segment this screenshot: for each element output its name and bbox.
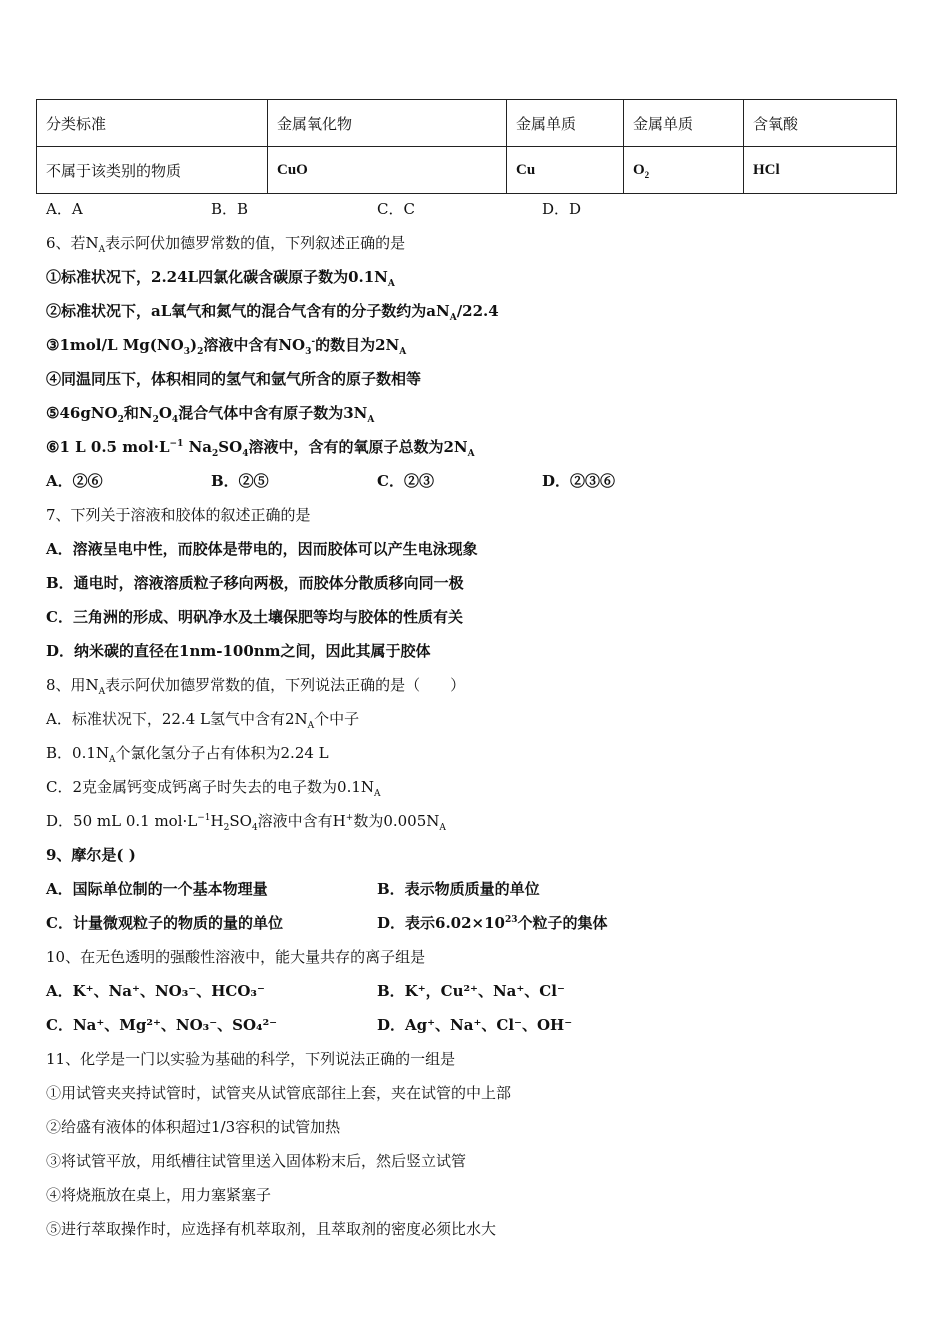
q10-option-d: D．Ag⁺、Na⁺、Cl⁻、OH⁻: [377, 1016, 573, 1034]
q11-statement-2: ②给盛有液体的体积超过1/3容积的试管加热: [46, 1118, 341, 1136]
q6-statement-4: ④同温同压下，体积相同的氢气和氩气所含的原子数相等: [46, 370, 422, 388]
table-cell: [624, 147, 744, 194]
text: 表示阿伏加德罗常数的值，下列说法正确的是（ ）: [105, 676, 466, 694]
text: 8、用N: [46, 676, 99, 694]
text: 和N: [123, 404, 153, 422]
q8-option-c: [46, 777, 381, 797]
text: ⑤46gNO: [46, 404, 118, 422]
q10-option-a: A．K⁺、Na⁺、NO₃⁻、HCO₃⁻: [46, 982, 265, 1000]
subscript: 2: [152, 415, 159, 425]
subscript: 3: [305, 347, 312, 357]
q7-option-c: C．三角洲的形成、明矾净水及土壤保肥等均与胶体的性质有关: [46, 608, 463, 626]
text: 个氯化氢分子占有体积为2.24 L: [115, 744, 329, 762]
text: 个中子: [314, 710, 360, 728]
text: 溶液中含有NO: [203, 336, 306, 354]
text: H: [210, 812, 224, 830]
text: ⑥1 L 0.5 mol·L: [46, 438, 170, 456]
text: ③1mol/L Mg(NO: [46, 336, 184, 354]
subscript: 2: [212, 449, 219, 459]
q11-stem: 11、化学是一门以实验为基础的科学，下列说法正确的一组是: [46, 1050, 456, 1068]
q5-option-a: A．A: [46, 200, 83, 218]
text: SO: [218, 438, 243, 456]
q8-option-d: [46, 811, 446, 831]
q11-statement-4: ④将烧瓶放在桌上，用力塞紧塞子: [46, 1186, 272, 1204]
text: D．50 mL 0.1 mol·L: [46, 812, 198, 830]
q9-option-b: B．表示物质质量的单位: [377, 880, 540, 898]
q6-stem: [46, 233, 405, 253]
q7-stem: 7、下列关于溶液和胶体的叙述正确的是: [46, 506, 311, 524]
subscript: 4: [242, 449, 249, 459]
subscript: 2: [644, 169, 650, 180]
subscript: 2: [223, 823, 230, 833]
text: O: [158, 404, 172, 422]
text: ②标准状况下，aL氧气和氮气的混合气含有的分子数约为aN: [46, 302, 450, 320]
q8-option-b: [46, 743, 329, 763]
q10-option-b: B．K⁺，Cu²⁺、Na⁺、Cl⁻: [377, 982, 565, 1000]
q11-statement-5: ⑤进行萃取操作时，应选择有机萃取剂，且萃取剂的密度必须比水大: [46, 1220, 497, 1238]
classification-table: [36, 99, 897, 194]
table-cell: 金属单质: [507, 100, 624, 147]
text: 溶液中含有H: [257, 812, 346, 830]
subscript: 4: [171, 415, 179, 425]
table-cell: 含氧酸: [744, 100, 897, 147]
table-cell: 分类标准: [37, 100, 268, 147]
superscript: 23: [504, 915, 518, 925]
text: 的数目为2N: [315, 336, 400, 354]
formula-o: O: [633, 161, 645, 178]
q11-statement-3: ③将试管平放，用纸槽往试管里送入固体粉末后，然后竖立试管: [46, 1152, 467, 1170]
table-cell: 金属单质: [624, 100, 744, 147]
q6-statement-3: [46, 335, 406, 355]
table-row: [37, 100, 897, 147]
table-cell: HCl: [744, 147, 897, 194]
text: B．0.1N: [46, 744, 110, 762]
q6-statement-5: [46, 403, 374, 423]
subscript: A: [109, 755, 116, 765]
superscript: +: [345, 813, 354, 823]
superscript: −1: [169, 439, 184, 449]
subscript: A: [387, 279, 395, 289]
q9-option-d: [377, 913, 608, 933]
subscript: A: [467, 449, 475, 459]
q6-statement-2: [46, 301, 499, 321]
subscript: A: [449, 313, 457, 323]
subscript: A: [367, 415, 375, 425]
q9-option-c: C．计量微观粒子的物质的量的单位: [46, 914, 283, 932]
table-cell: 不属于该类别的物质: [37, 147, 268, 194]
q6-option-b: B．②⑤: [211, 472, 269, 490]
subscript: 2: [197, 347, 204, 357]
q8-stem: [46, 675, 465, 695]
text: /22.4: [456, 302, 499, 320]
superscript: −1: [197, 813, 211, 823]
q9-option-a: A．国际单位制的一个基本物理量: [46, 880, 268, 898]
q7-option-a: A．溶液呈电中性，而胶体是带电的，因而胶体可以产生电泳现象: [46, 540, 478, 558]
text: A．标准状况下，22.4 L氢气中含有2N: [46, 710, 308, 728]
text: 数为0.005N: [353, 812, 440, 830]
table-cell: 金属氧化物: [268, 100, 507, 147]
subscript: A: [98, 687, 106, 697]
q10-stem: 10、在无色透明的强酸性溶液中，能大量共存的离子组是: [46, 948, 426, 966]
table-cell: CuO: [268, 147, 507, 194]
subscript: 4: [251, 823, 258, 833]
subscript: 3: [183, 347, 190, 357]
subscript: A: [439, 823, 446, 833]
table-row: [37, 147, 897, 194]
text: 6、若N: [46, 234, 99, 252]
q6-statement-6: [46, 437, 475, 457]
text: 表示阿伏加德罗常数的值，下列叙述正确的是: [105, 234, 406, 252]
subscript: A: [399, 347, 407, 357]
text: 混合气体中含有原子数为3N: [178, 404, 368, 422]
q10-option-c: C．Na⁺、Mg²⁺、NO₃⁻、SO₄²⁻: [46, 1016, 278, 1034]
q5-option-d: D．D: [542, 200, 582, 218]
text: SO: [229, 812, 252, 830]
subscript: A: [307, 721, 315, 731]
subscript: 2: [117, 415, 124, 425]
table-cell: Cu: [507, 147, 624, 194]
superscript: -: [311, 337, 316, 347]
text: 个粒子的集体: [517, 914, 608, 932]
q11-statement-1: ①用试管夹夹持试管时，试管夹从试管底部往上套，夹在试管的中上部: [46, 1084, 512, 1102]
subscript: A: [374, 789, 381, 799]
q8-option-a: [46, 709, 359, 729]
text: 溶液中，含有的氧原子总数为2N: [248, 438, 468, 456]
q7-option-d: D．纳米碳的直径在1nm-100nm之间，因此其属于胶体: [46, 642, 431, 660]
q6-option-c: C．②③: [377, 472, 434, 490]
text: C．2克金属钙变成钙离子时失去的电子数为0.1N: [46, 778, 375, 796]
text: ): [189, 336, 198, 354]
q7-option-b: B．通电时，溶液溶质粒子移向两极，而胶体分散质移向同一极: [46, 574, 464, 592]
text: ①标准状况下，2.24L四氯化碳含碳原子数为0.1N: [46, 268, 388, 286]
subscript: A: [98, 245, 106, 255]
q6-option-d: D．②③⑥: [542, 472, 616, 490]
q5-option-b: B．B: [211, 200, 249, 218]
q6-statement-1: [46, 267, 395, 287]
q6-option-a: A．②⑥: [46, 472, 103, 490]
q5-option-c: C．C: [377, 200, 415, 218]
text: D．表示6.02×10: [377, 914, 505, 932]
q9-stem: 9、摩尔是( ): [46, 846, 136, 864]
text: Na: [183, 438, 213, 456]
